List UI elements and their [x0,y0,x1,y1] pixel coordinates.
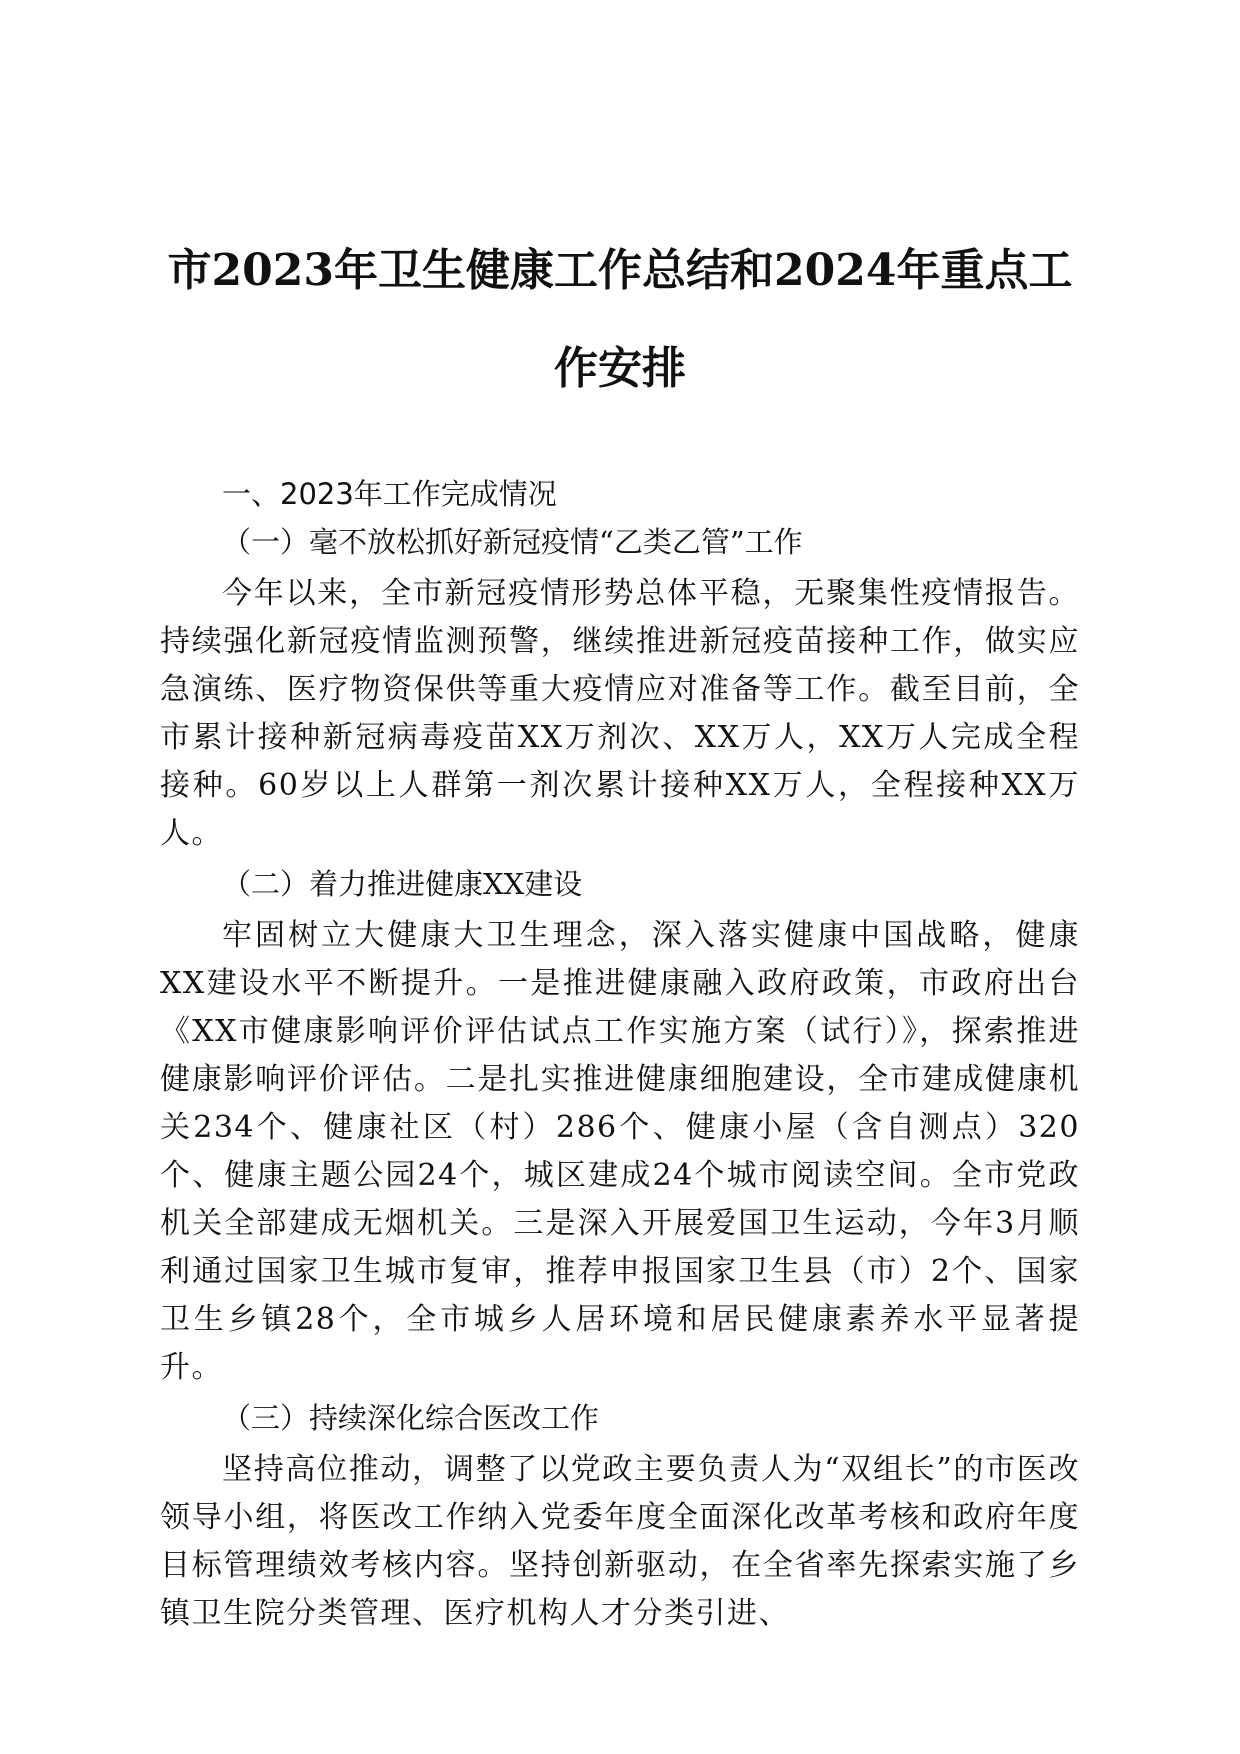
paragraph-1: 今年以来，全市新冠疫情形势总体平稳，无聚集性疫情报告。持续强化新冠疫情监测预警，继续推进新冠疫苗接种工作，做实应急演练、医疗物资保供等重大疫情应对准备等工作。截至目前，全市累计接种新冠病毒疫苗XX万剂次、XX万人，XX万人完成全程接种。60岁以上人群第一剂次累计接种XX万人，全程接种XX万人。 [160,576,1080,851]
section-heading-1: 一、2023年工作完成情况 [222,477,557,511]
paragraph-2: 牢固树立大健康大卫生理念，深入落实健康中国战略，健康XX建设水平不断提升。一是推进健康融入政府政策，市政府出台《XX市健康影响评价评估试点工作实施方案（试行）》，探索推进健康影响评价评估。二是扎实推进健康细胞建设，全市建成健康机关234个、健康社区（村）286个、健康小屋（含自测点）320个、健康主题公园24个，城区建成24个城市阅读空间。全市党政机关全部建成无烟机关。三是深入开展爱国卫生运动，今年3月顺利通过国家卫生城市复审，推荐申报国家卫生县（市）2个、国家卫生乡镇28个，全市城乡人居环境和居民健康素养水平显著提升。 [160,918,1080,1385]
subsection-heading-1: （一）毫不放松抓好新冠疫情“乙类乙管”工作 [222,525,803,559]
document-title: 市2023年卫生健康工作总结和2024年重点工作安排 [167,245,1073,394]
subsection-heading-2: （二）着力推进健康XX建设 [222,867,583,901]
paragraph-3: 坚持高位推动，调整了以党政主要负责人为“双组长”的市医改领导小组，将医改工作纳入党委年度全面深化改革考核和政府年度目标管理绩效考核内容。坚持创新驱动，在全省率先探索实施了乡镇卫生院分类管理、医疗机构人才分类引进、 [160,1452,1080,1631]
document-body [160,474,1080,1638]
subsection-heading-3: （三）持续深化综合医改工作 [222,1401,600,1435]
